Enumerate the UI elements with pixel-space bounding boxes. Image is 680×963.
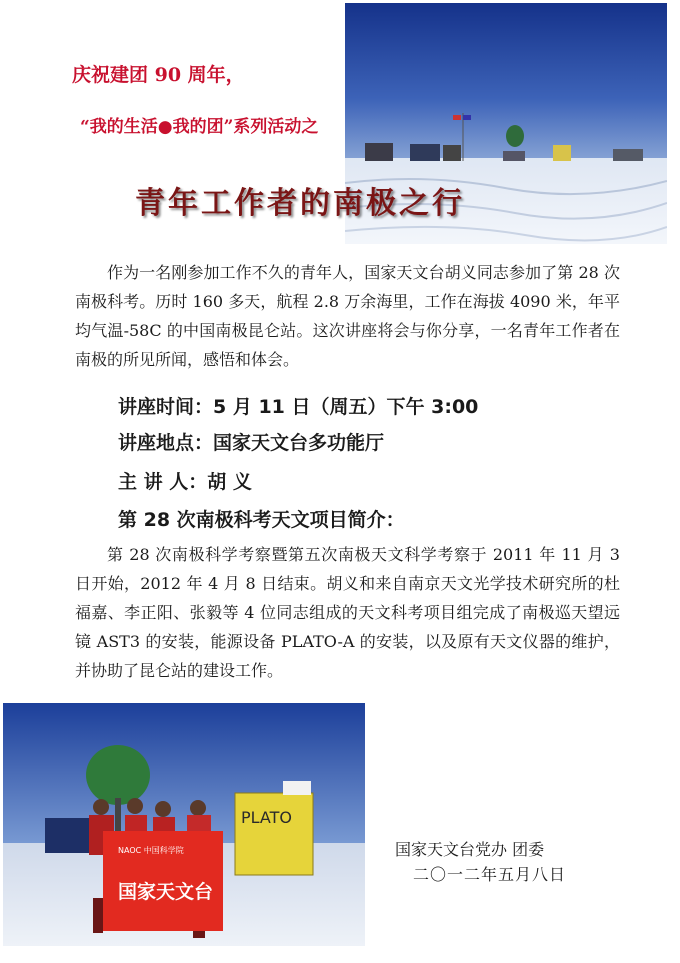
lecture-speaker: 主 讲 人：胡 义 bbox=[118, 471, 252, 493]
banner-small-text: NAOC 中国科学院 bbox=[118, 846, 184, 855]
signature-date: 二〇一二年五月八日 bbox=[413, 865, 567, 884]
signature-organization: 国家天文台党办 团委 bbox=[395, 840, 545, 859]
plato-label: PLATO bbox=[241, 808, 292, 827]
banner-main-text: 国家天文台 bbox=[118, 881, 214, 903]
lecture-time: 讲座时间：5 月 11 日（周五）下午 3:00 bbox=[118, 396, 479, 418]
anniversary-subtitle: 庆祝建团 90 周年， bbox=[72, 64, 245, 86]
project-paragraph: 第 28 次南极科学考察暨第五次南极天文科学考察于 2011 年 11 月 3 日开始，2012 年 4 月 8 日结束。胡义和来自南京天文光学技术研究所的杜福嘉、李正阳、张毅等 4 位同志组成的天文科考项目组完成了南极巡天望远镜 AST3 的安装，能源设备 PLATO-A 的安装，以及原有天文仪器的维护，并协助了昆仑站的建设工作。 bbox=[75, 545, 620, 680]
lecture-place: 讲座地点：国家天文台多功能厅 bbox=[118, 432, 385, 454]
project-section-heading: 第 28 次南极科考天文项目简介： bbox=[118, 509, 405, 531]
intro-paragraph: 作为一名刚参加工作不久的青年人，国家天文台胡义同志参加了第 28 次南极科考。历时 160 多天，航程 2.8 万余海里，工作在海拔 4090 米，年平均气温-58C 的中国南极昆仑站。这次讲座将会与你分享，一名青年工作者在南极的所见所闻，感悟和体会。 bbox=[75, 263, 620, 369]
activity-series-subtitle: “我的生活●我的团”系列活动之 bbox=[80, 117, 319, 137]
poster-title: 青年工作者的南极之行 bbox=[135, 186, 465, 221]
team-photo bbox=[3, 703, 365, 946]
